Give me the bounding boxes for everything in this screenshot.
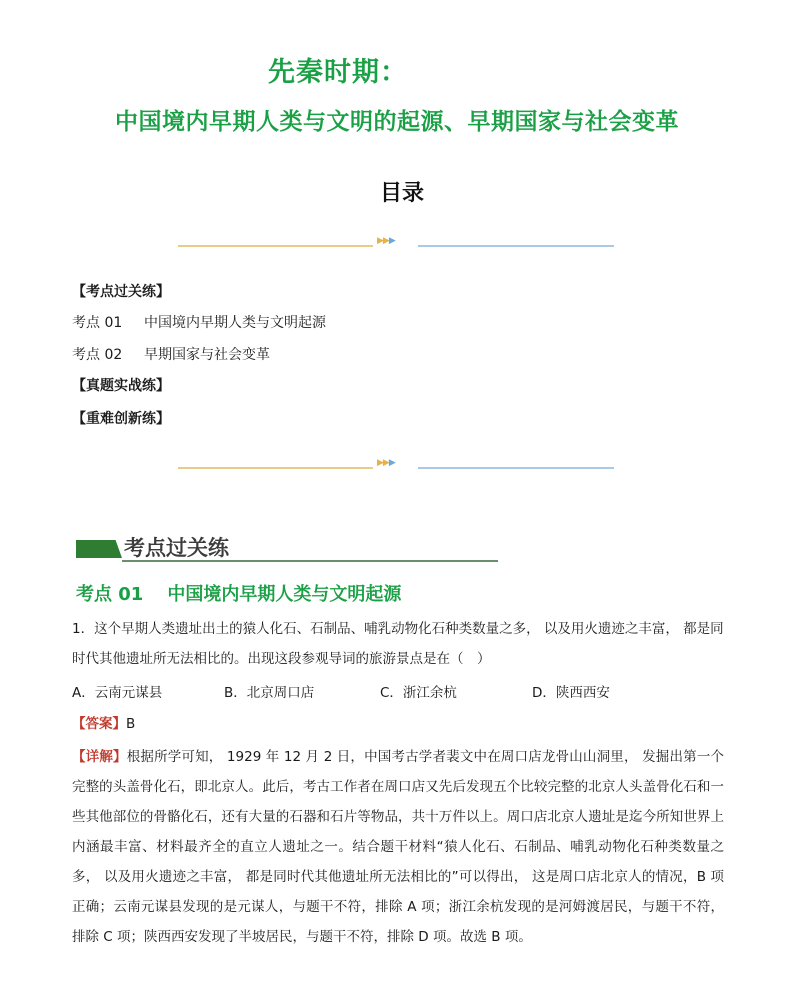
detail-paragraph (72, 742, 724, 952)
section-title: 中国境内早期人类与文明起源 (167, 584, 402, 605)
toc-item-02-num: 考点 02 (72, 347, 123, 363)
section-num: 考点 01 (76, 584, 144, 605)
toc-item-01[interactable] (72, 312, 326, 332)
arrow-decoration-icon: ▶▶▶ (377, 458, 395, 468)
option-b[interactable]: B．北京周口店 (224, 685, 315, 701)
toc-title: 目录 (379, 181, 424, 206)
question-options (72, 678, 724, 708)
answer-value: B (126, 716, 136, 732)
toc-item-01-text: 中国境内早期人类与文明起源 (144, 315, 326, 331)
toc-section-zhongnan[interactable]: 【重难创新练】 (72, 411, 170, 427)
toc-item-02[interactable] (72, 344, 270, 364)
option-c[interactable]: C．浙江余杭 (380, 685, 457, 701)
banner-label: 考点过关练 (124, 535, 229, 560)
option-d[interactable]: D．陕西西安 (532, 685, 610, 701)
divider-top (178, 236, 614, 251)
divider-bottom (178, 458, 614, 473)
title-line1: 先秦时期： (268, 57, 408, 88)
option-a[interactable]: A．云南元谋县 (72, 685, 163, 701)
title-line2: 中国境内早期人类与文明的起源、早期国家与社会变革 (115, 109, 679, 135)
question-stem: 1．这个早期人类遗址出土的猿人化石、石制品、哺乳动物化石种类数量之多， 以及用火遗迹之丰富， 都是同时代其他遗址所无法相比的。出现这段参观导词的旅游景点是在（ ） (72, 621, 724, 667)
banner-block-icon (76, 540, 122, 558)
answer-line (72, 709, 135, 739)
toc-section-zhenti[interactable]: 【真题实战练】 (72, 378, 170, 394)
detail-text: 根据所学可知， 1929 年 12 月 2 日，中国考古学者裴文中在周口店龙骨山山洞里， 发掘出第一个完整的头盖骨化石，即北京人。此后，考古工作者在周口店又先后发现五个比较完整的北京人头盖骨化石和一些其他部位的骨骼化石，还有大量的石器和石片等物品，共十万件以上。周口店北京人遗址是迄今所知世界上内涵最丰富、材料最齐全的直立人遗址之一。结合题干材料“猿人化石、石制品、哺乳动物化石种类数量之多， 以及用火遗迹之丰富， 都是同时代其他遗址所无法相比的”可以得出， 这是周口店北京人的情况，B 项正确；云南元谋县发现的是元谋人，与题干不符，排除 A 项；浙江余杭发现的是河姆渡居民，与题干不符，排除 C 项；陕西西安发现了半坡居民，与题干不符，排除 D 项。故选 B 项。 (72, 749, 724, 945)
detail-label: 【详解】 (72, 749, 127, 765)
section-heading (76, 580, 401, 606)
toc-item-01-num: 考点 01 (72, 315, 123, 331)
answer-label: 【答案】 (72, 716, 126, 732)
section-banner (76, 532, 496, 562)
arrow-decoration-icon: ▶▶▶ (377, 236, 395, 246)
toc-section-kaodian[interactable]: 【考点过关练】 (72, 284, 170, 300)
toc-item-02-text: 早期国家与社会变革 (144, 347, 270, 363)
